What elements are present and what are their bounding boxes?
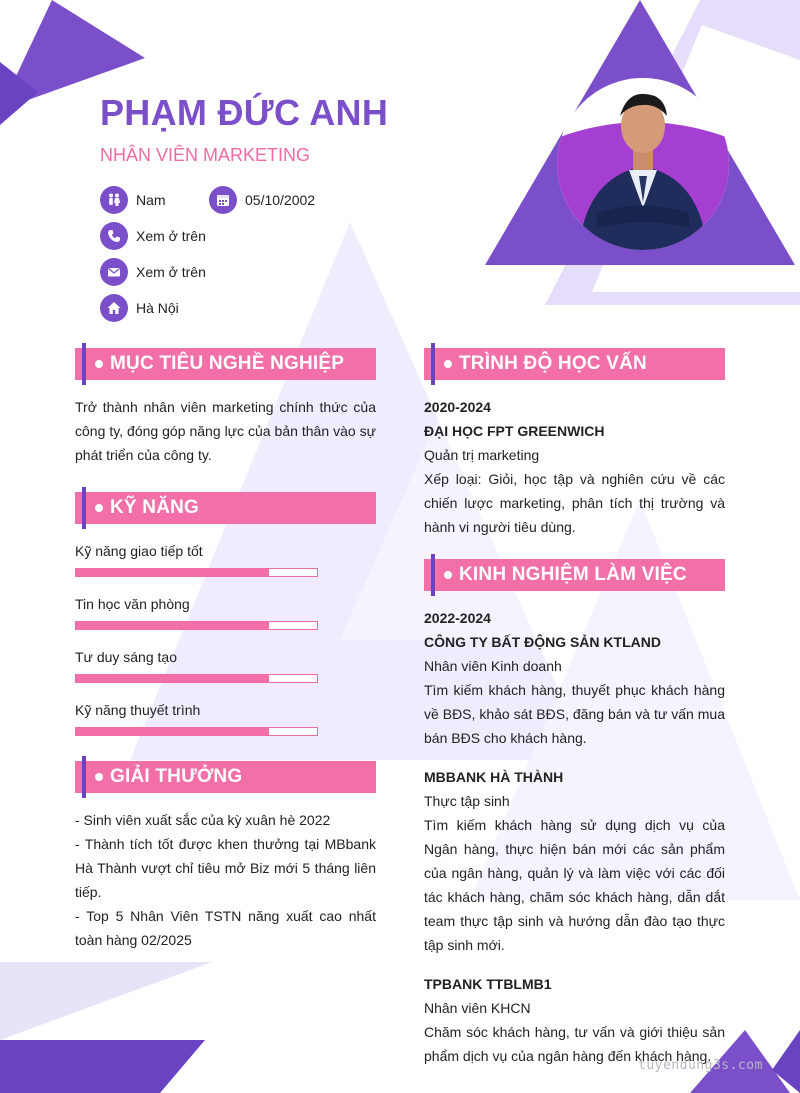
education-period: 2020-2024 — [424, 399, 491, 415]
gender-row — [100, 186, 166, 214]
job-description: Chăm sóc khách hàng, tư vấn và giới thiệu sản phẩm dịch vụ của ngân hàng đến khách hàng. — [424, 1024, 725, 1064]
education-entry — [424, 395, 725, 539]
job-period: 2022-2024 — [424, 610, 491, 626]
skill-bar-fill — [76, 622, 269, 629]
education-header — [424, 348, 725, 380]
skill-bar — [75, 621, 318, 630]
phone-value: Xem ở trên — [136, 228, 206, 244]
skill-bar-fill — [76, 728, 269, 735]
experience-title: KINH NGHIỆM LÀM VIỆC — [459, 564, 687, 585]
job-position: Nhân viên KHCN — [424, 1000, 531, 1016]
profile-photo — [557, 78, 729, 250]
job-company: MBBANK HÀ THÀNH — [424, 769, 564, 785]
award-item: - Sinh viên xuất sắc của kỳ xuân hè 2022 — [75, 812, 331, 828]
skills-header — [75, 492, 376, 524]
job-position: Thực tập sinh — [424, 793, 510, 809]
award-item: - Thành tích tốt được khen thưởng tại MBbank Hà Thành vượt chỉ tiêu mở Biz mới 5 tháng liên tiếp. — [75, 836, 376, 900]
skill-label: Kỹ năng thuyết trình — [75, 702, 201, 718]
calendar-icon — [209, 186, 237, 214]
objective-header — [75, 348, 376, 380]
education-major: Quản trị marketing — [424, 447, 540, 463]
awards-header — [75, 761, 376, 793]
skill-bar-fill — [76, 569, 269, 576]
skill-bar — [75, 568, 318, 577]
phone-icon — [100, 222, 128, 250]
job-company: CÔNG TY BẤT ĐỘNG SẢN KTLAND — [424, 634, 661, 650]
skill-bar — [75, 727, 318, 736]
job-title: NHÂN VIÊN MARKETING — [100, 145, 311, 165]
watermark: tuyendung3s.com — [638, 1058, 763, 1073]
address-row — [100, 294, 179, 322]
awards-title: GIẢI THƯỞNG — [110, 766, 243, 787]
experience-header — [424, 559, 725, 591]
job-entry — [424, 765, 725, 957]
education-school: ĐẠI HỌC FPT GREENWICH — [424, 423, 605, 439]
skill-bar — [75, 674, 318, 683]
objective-text: Trở thành nhân viên marketing chính thức của công ty, đóng góp năng lực của bản thân vào sự phát triển của công ty. — [75, 399, 376, 463]
award-item: - Top 5 Nhân Viên TSTN năng xuất cao nhất toàn hàng 02/2025 — [75, 908, 376, 948]
awards-list — [75, 808, 376, 952]
job-description: Tìm kiếm khách hàng sử dụng dịch vụ của Ngân hàng, thực hiện bán mới các sản phẩm của ngân hàng, quản lý và làm việc với các đối tác khách hàng, chăm sóc khách hàng, dẫn dắt team thực tập sinh và hướng dẫn đào tạo thực tập sinh mới. — [424, 817, 725, 953]
skill-label: Tin học văn phòng — [75, 596, 190, 612]
candidate-name: PHẠM ĐỨC ANH — [100, 92, 389, 133]
skill-label: Kỹ năng giao tiếp tốt — [75, 543, 203, 559]
job-company: TPBANK TTBLMB1 — [424, 976, 552, 992]
job-position: Nhân viên Kinh doanh — [424, 658, 562, 674]
skill-bar-fill — [76, 675, 269, 682]
job-entry — [424, 606, 725, 750]
birthday-row — [209, 186, 315, 214]
gender-icon — [100, 186, 128, 214]
education-description: Xếp loại: Giỏi, học tập và nghiên cứu về các chiến lược marketing, phân tích thị trường và hành vi người tiêu dùng. — [424, 471, 725, 535]
skills-title: KỸ NĂNG — [110, 497, 200, 518]
gender-value: Nam — [136, 192, 166, 208]
job-entry — [424, 972, 725, 1068]
job-description: Tìm kiếm khách hàng, thuyết phục khách hàng về BĐS, khảo sát BĐS, đăng bán và tư vấn mua bán BĐS cho khách hàng. — [424, 682, 725, 746]
skill-label: Tư duy sáng tạo — [75, 649, 177, 665]
birthday-value: 05/10/2002 — [245, 192, 316, 208]
home-icon — [100, 294, 128, 322]
email-icon — [100, 258, 128, 286]
education-title: TRÌNH ĐỘ HỌC VẤN — [459, 353, 647, 374]
email-row — [100, 258, 206, 286]
email-value: Xem ở trên — [136, 264, 206, 280]
phone-row — [100, 222, 206, 250]
address-value: Hà Nội — [136, 300, 179, 316]
objective-title: MỤC TIÊU NGHỀ NGHIỆP — [110, 353, 345, 374]
